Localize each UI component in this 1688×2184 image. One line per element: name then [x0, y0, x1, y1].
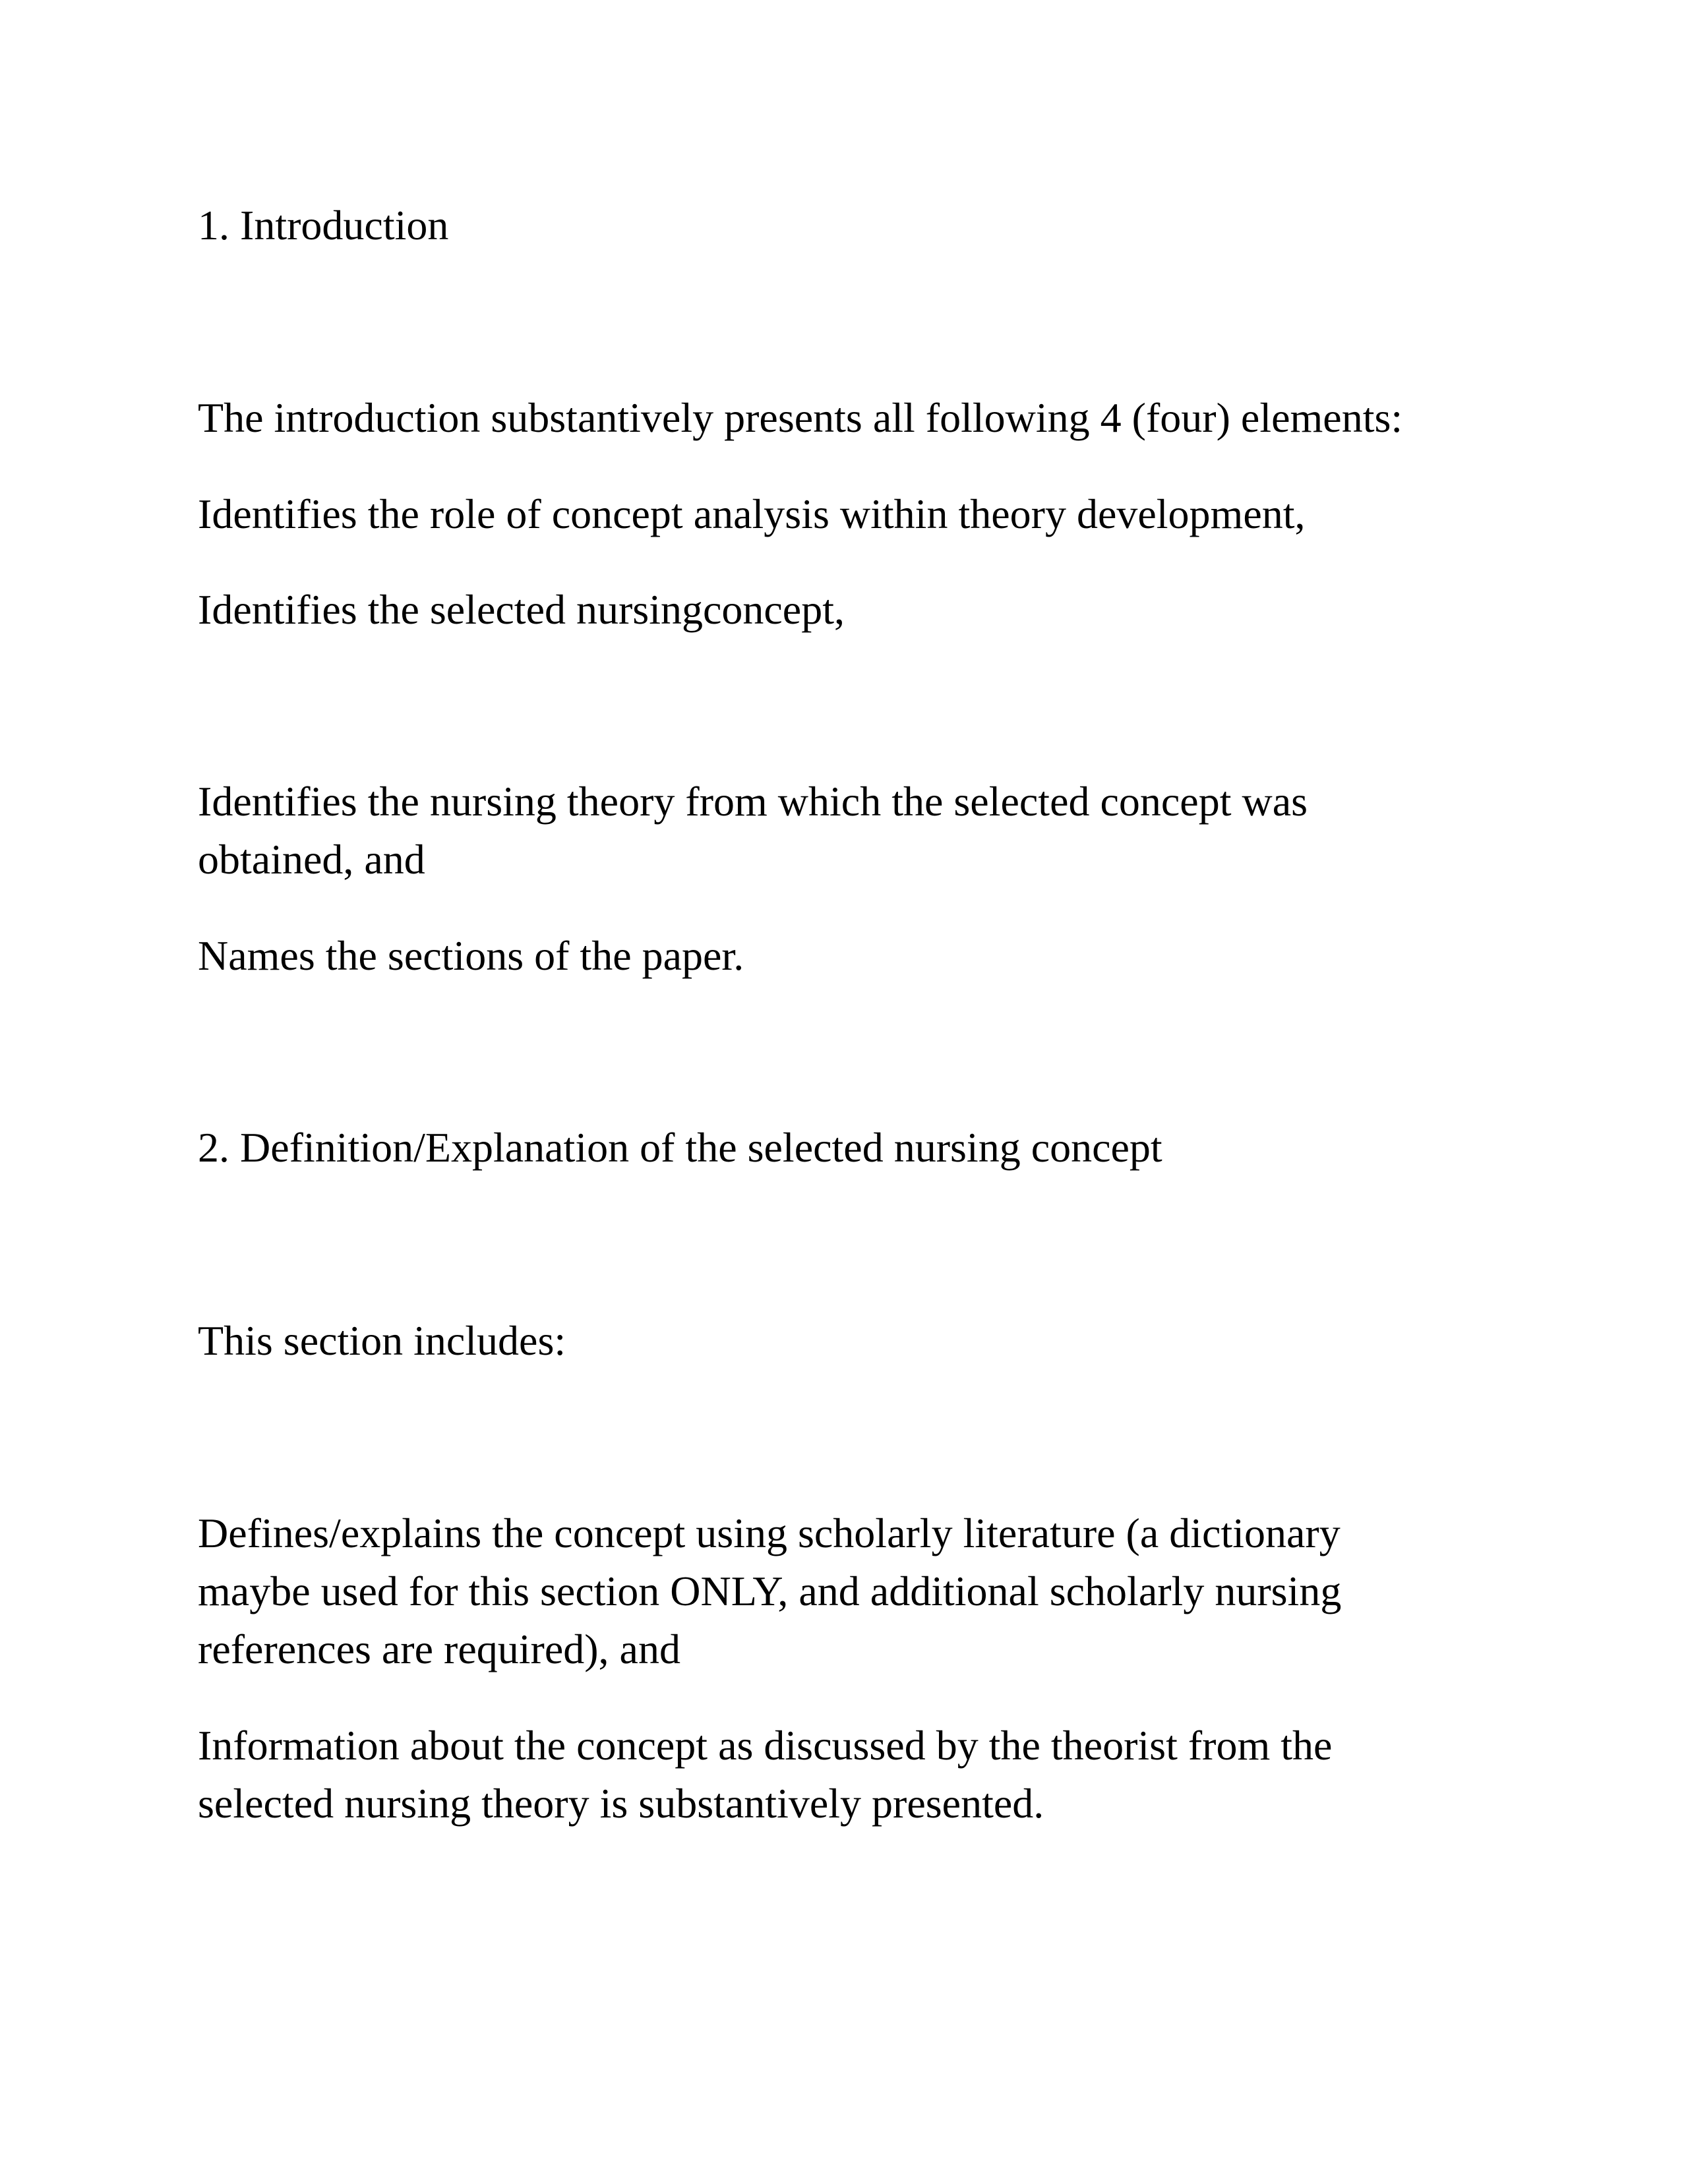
section-2-item-2: Information about the concept as discussed by the theorist from the selected nursing theory is substantively presented. — [198, 1722, 1333, 1827]
section-1-heading: 1. Introduction — [198, 202, 449, 249]
section-1-element-3: Identifies the nursing theory from which the selected concept was obtained, and — [198, 778, 1308, 883]
section-2-heading: 2. Definition/Explanation of the selected nursing concept — [198, 1124, 1162, 1171]
section-1-intro: The introduction substantively presents all following 4 (four) elements: — [198, 394, 1403, 441]
section-1-element-1: Identifies the role of concept analysis within theory development, — [198, 490, 1306, 537]
section-2-item-1: Defines/explains the concept using scholarly literature (a dictionary maybe used for this section ONLY, and additional scholarly nursing references are required), and — [198, 1510, 1342, 1672]
section-1-element-4: Names the sections of the paper. — [198, 932, 744, 979]
section-1-element-2: Identifies the selected nursingconcept, — [198, 586, 845, 633]
section-2-intro: This section includes: — [198, 1317, 566, 1364]
